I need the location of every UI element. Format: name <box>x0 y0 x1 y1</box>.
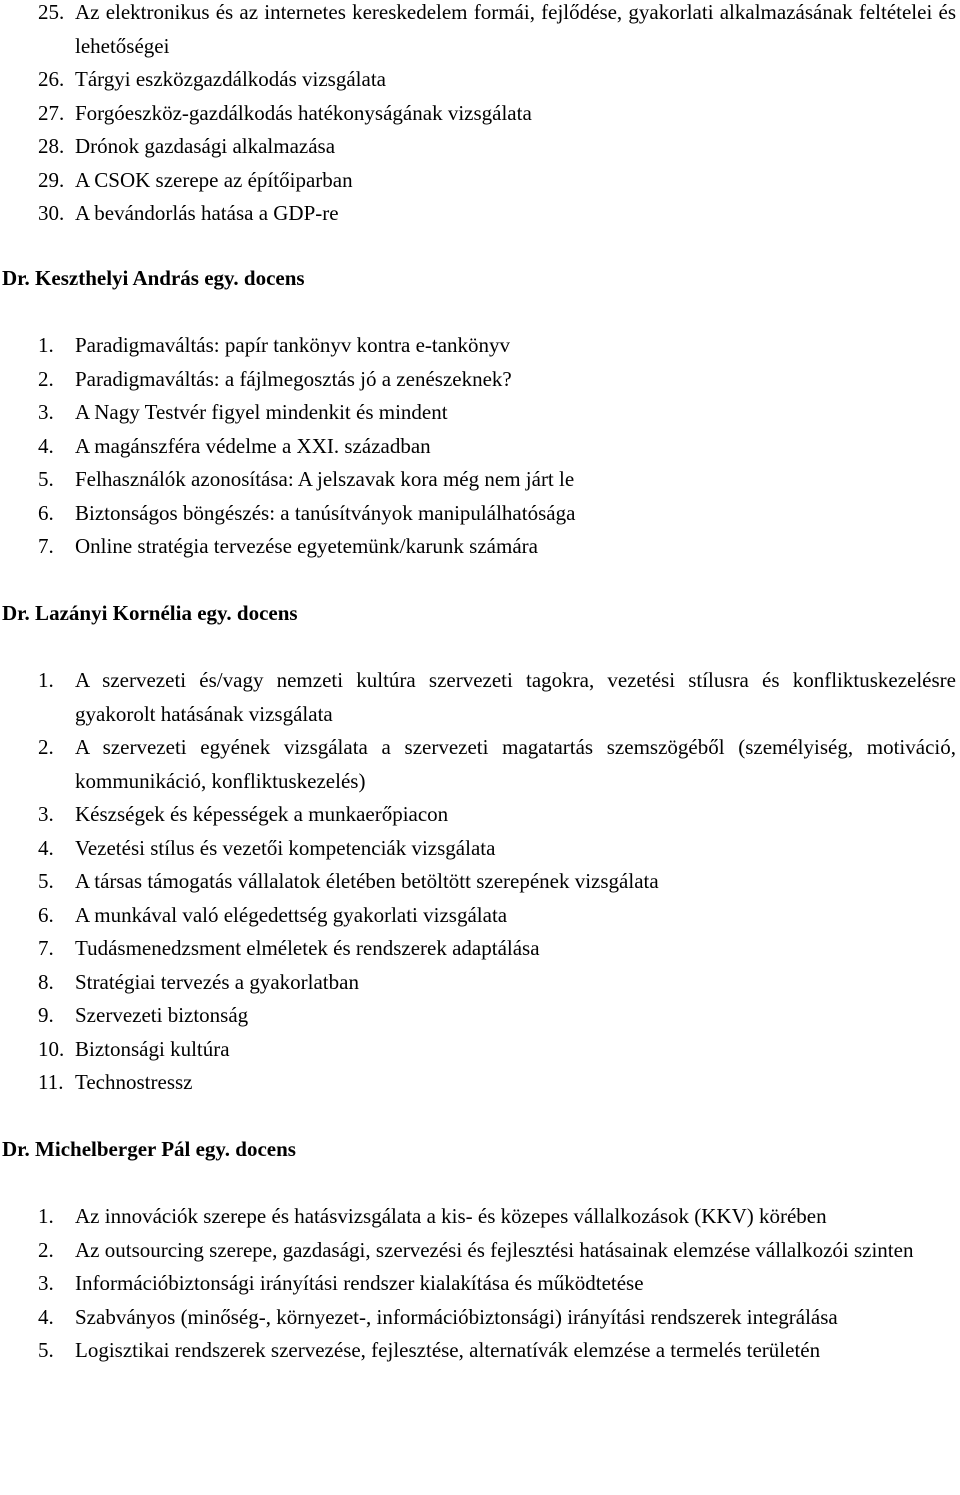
item-number: 27. <box>38 100 65 125</box>
item-text: Tudásmenedzsment elméletek és rendszerek adaptálása <box>75 936 540 960</box>
list-item <box>0 1334 960 1368</box>
item-text: Paradigmaváltás: papír tankönyv kontra e-tankönyv <box>75 333 511 357</box>
item-text: Az elektronikus és az internetes kereskedelem formái, fejlődése, gyakorlati alkalmazásának feltételei és lehetőségei <box>75 0 956 58</box>
item-text: Szervezeti biztonság <box>75 1003 249 1027</box>
list-item <box>0 966 960 1000</box>
item-text: A munkával való elégedettség gyakorlati vizsgálata <box>75 902 508 927</box>
list-item <box>0 197 960 231</box>
item-text: Vezetési stílus és vezetői kompetenciák vizsgálata <box>75 835 496 860</box>
topic-list-lazanyi <box>0 664 960 1100</box>
item-number: 9. <box>38 1003 54 1027</box>
item-number: 2. <box>38 366 54 391</box>
item-text: Készségek és képességek a munkaerőpiacon <box>75 802 449 826</box>
item-text: Felhasználók azonosítása: A jelszavak kora még nem járt le <box>75 467 575 491</box>
list-item <box>0 1200 960 1234</box>
list-item <box>0 1301 960 1335</box>
item-text: Tárgyi eszközgazdálkodás vizsgálata <box>75 67 386 91</box>
list-item <box>0 463 960 497</box>
item-number: 7. <box>38 534 54 558</box>
list-item <box>0 1066 960 1100</box>
item-text: Technostressz <box>75 1070 193 1094</box>
item-number: 8. <box>38 969 54 994</box>
item-text: Az innovációk szerepe és hatásvizsgálata a kis- és közepes vállalkozások (KKV) körében <box>75 1204 827 1228</box>
item-number: 7. <box>38 936 54 960</box>
item-text: A társas támogatás vállalatok életében betöltött szerepének vizsgálata <box>75 869 659 893</box>
list-item <box>0 731 960 798</box>
item-text: Szabványos (minőség-, környezet-, információbiztonsági) irányítási rendszerek integrálása <box>75 1304 838 1329</box>
item-number: 25. <box>38 0 65 24</box>
list-item <box>0 1234 960 1268</box>
list-item <box>0 0 960 63</box>
section-heading-michelberger: Dr. Michelberger Pál egy. docens <box>2 1137 296 1161</box>
list-item <box>0 1267 960 1301</box>
item-number: 4. <box>38 835 54 860</box>
list-item <box>0 1033 960 1067</box>
item-number: 30. <box>38 201 65 225</box>
list-item <box>0 497 960 531</box>
item-text: Biztonsági kultúra <box>75 1036 230 1061</box>
item-text: A CSOK szerepe az építőiparban <box>75 167 353 192</box>
item-number: 5. <box>38 869 54 893</box>
list-item <box>0 999 960 1033</box>
list-item <box>0 130 960 164</box>
item-text: A bevándorlás hatása a GDP-re <box>75 201 339 225</box>
list-item <box>0 430 960 464</box>
topic-list-keszthelyi <box>0 329 960 564</box>
section-heading-lazanyi: Dr. Lazányi Kornélia egy. docens <box>2 601 298 625</box>
list-item <box>0 63 960 97</box>
item-number: 6. <box>38 902 54 927</box>
list-item <box>0 664 960 731</box>
item-number: 26. <box>38 67 65 91</box>
item-text: A szervezeti egyének vizsgálata a szervezeti magatartás szemszögéből (személyiség, motiváció, kommunikáció, konfliktuskezelés) <box>75 735 956 793</box>
item-number: 5. <box>38 467 54 491</box>
item-text: Drónok gazdasági alkalmazása <box>75 134 336 158</box>
item-number: 1. <box>38 1204 54 1228</box>
section-heading-keszthelyi: Dr. Keszthelyi András egy. docens <box>2 266 305 290</box>
item-number: 2. <box>38 735 54 759</box>
list-item <box>0 865 960 899</box>
item-text: A szervezeti és/vagy nemzeti kultúra szervezeti tagokra, vezetési stílusra és konfliktuskezelésre gyakorolt hatásának vizsgálata <box>75 668 956 726</box>
list-item <box>0 932 960 966</box>
item-number: 3. <box>38 802 54 826</box>
item-number: 10. <box>38 1036 65 1061</box>
list-item <box>0 97 960 131</box>
list-item <box>0 530 960 564</box>
item-number: 4. <box>38 433 54 458</box>
item-text: A magánszféra védelme a XXI. században <box>75 433 431 458</box>
item-text: Paradigmaváltás: a fájlmegosztás jó a zenészeknek? <box>75 366 512 391</box>
item-text: Online stratégia tervezése egyetemünk/karunk számára <box>75 534 538 558</box>
item-number: 11. <box>38 1070 64 1094</box>
item-text: Stratégiai tervezés a gyakorlatban <box>75 969 359 994</box>
item-number: 5. <box>38 1338 54 1362</box>
item-number: 1. <box>38 668 54 692</box>
item-text: A Nagy Testvér figyel mindenkit és mindent <box>75 400 448 424</box>
item-number: 29. <box>38 167 65 192</box>
item-number: 4. <box>38 1304 54 1329</box>
item-number: 3. <box>38 1271 54 1295</box>
item-number: 6. <box>38 500 54 525</box>
item-number: 2. <box>38 1237 54 1262</box>
item-number: 3. <box>38 400 54 424</box>
list-item <box>0 396 960 430</box>
item-text: Információbiztonsági irányítási rendszer kialakítása és működtetése <box>75 1271 644 1295</box>
item-text: Forgóeszköz-gazdálkodás hatékonyságának vizsgálata <box>75 100 532 125</box>
list-item <box>0 899 960 933</box>
item-text: Az outsourcing szerepe, gazdasági, szervezési és fejlesztési hatásainak elemzése vállalkozói szinten <box>75 1237 914 1262</box>
item-text: Logisztikai rendszerek szervezése, fejlesztése, alternatívák elemzése a termelés területén <box>75 1338 821 1362</box>
list-item <box>0 164 960 198</box>
item-number: 1. <box>38 333 54 357</box>
list-item <box>0 363 960 397</box>
topic-list-continued <box>0 0 960 231</box>
topic-list-michelberger <box>0 1200 960 1368</box>
list-item <box>0 798 960 832</box>
item-text: Biztonságos böngészés: a tanúsítványok manipulálhatósága <box>75 500 576 525</box>
list-item <box>0 329 960 363</box>
item-number: 28. <box>38 134 65 158</box>
list-item <box>0 832 960 866</box>
